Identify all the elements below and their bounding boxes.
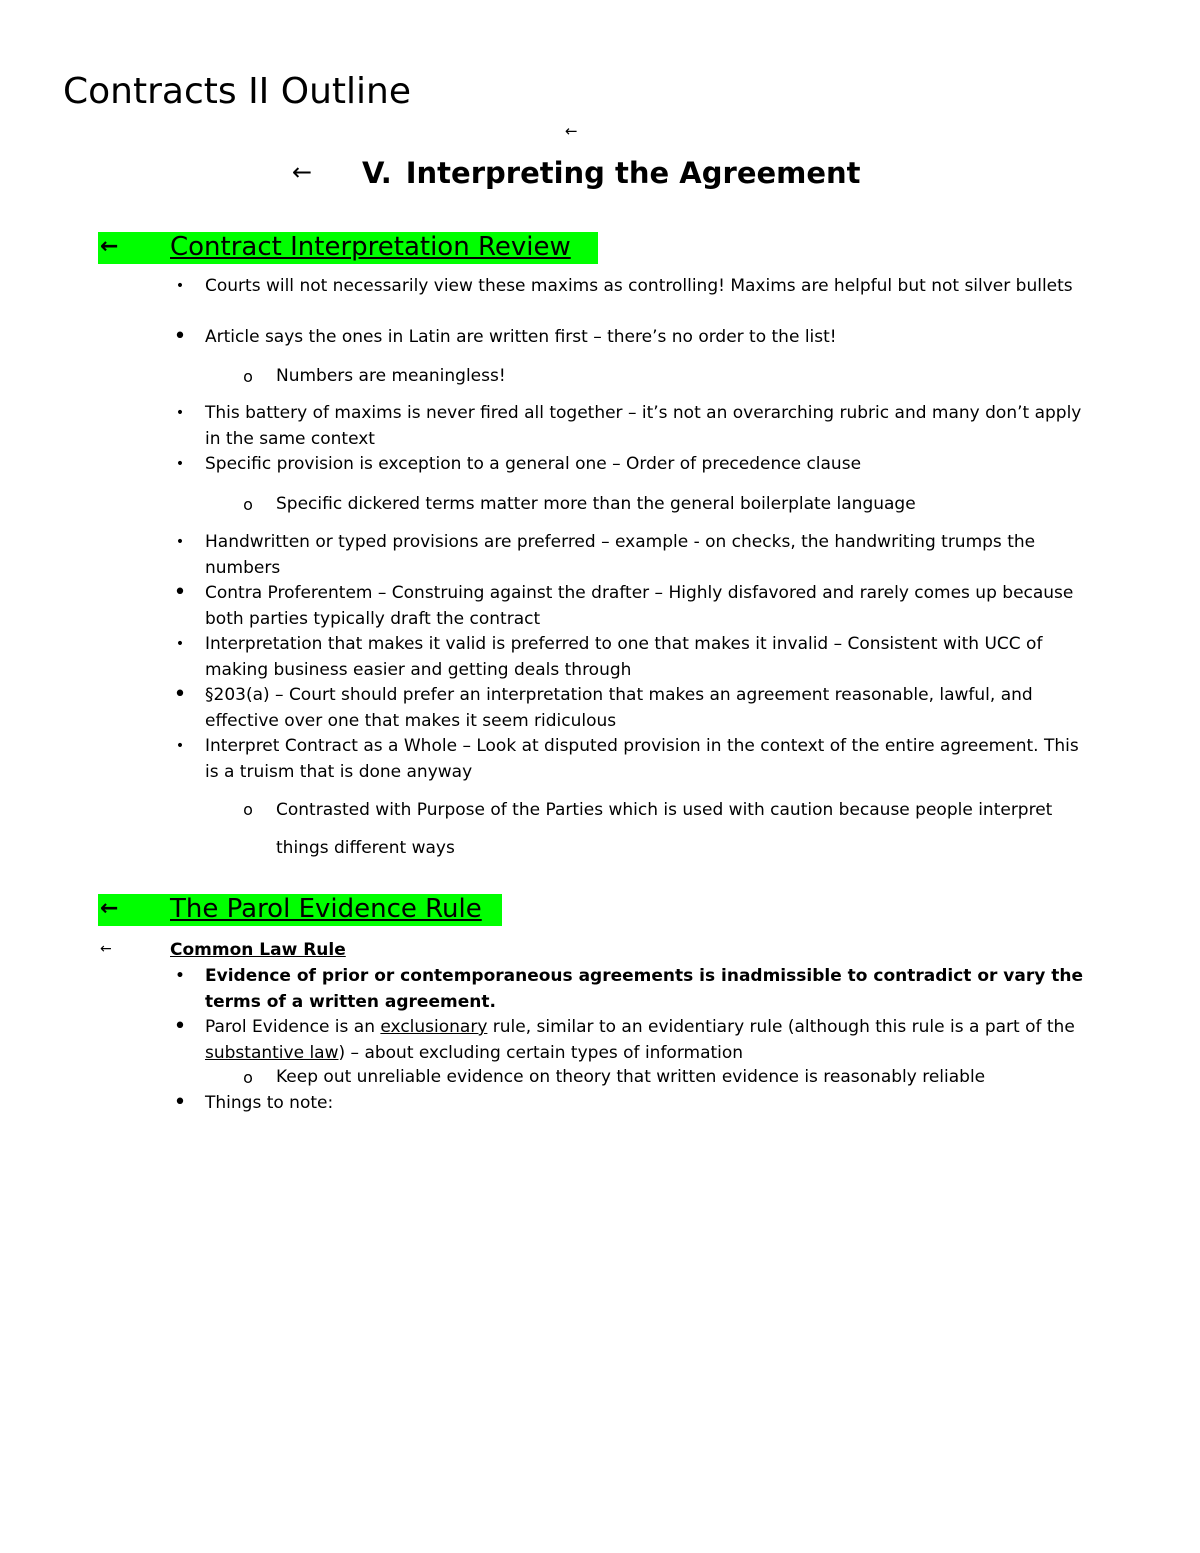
circle-bullet-icon: o bbox=[243, 367, 253, 386]
bullet-icon: • bbox=[173, 580, 187, 605]
circle-bullet-icon: o bbox=[243, 800, 253, 819]
circle-bullet-icon: o bbox=[243, 1068, 253, 1087]
list-item: • Article says the ones in Latin are written first – there’s no order to the list! bbox=[205, 325, 1095, 351]
list-item: • Interpretation that makes it valid is preferred to one that makes it invalid – Consistent with UCC of making business easier and getting deals through bbox=[205, 632, 1095, 683]
bullet-icon: • bbox=[175, 738, 185, 754]
circle-bullet-icon: o bbox=[243, 495, 253, 514]
bullet-icon: • bbox=[173, 1090, 187, 1115]
left-arrow-icon: ← bbox=[292, 158, 313, 186]
bullet-icon: • bbox=[173, 1014, 187, 1039]
section-heading bbox=[362, 156, 861, 191]
list-item: o Specific dickered terms matter more than the general boilerplate language bbox=[276, 492, 1106, 518]
list-item: • Evidence of prior or contemporaneous agreements is inadmissible to contradict or vary the terms of a written agreement. bbox=[205, 964, 1095, 1015]
document-title: Contracts II Outline bbox=[63, 71, 411, 112]
bullet-icon: • bbox=[175, 405, 185, 421]
bullet-icon: • bbox=[175, 534, 185, 550]
underlined-term: exclusionary bbox=[380, 1017, 488, 1037]
section-number: V. bbox=[362, 156, 392, 190]
left-arrow-icon: ← bbox=[100, 941, 112, 957]
list-item: • This battery of maxims is never fired all together – it’s not an overarching rubric and many don’t apply in the same context bbox=[205, 401, 1095, 452]
list-item: • Interpret Contract as a Whole – Look at disputed provision in the context of the entire agreement. This is a truism that is done anyway bbox=[205, 734, 1095, 785]
left-arrow-icon: ← bbox=[100, 234, 119, 259]
list-item: o Numbers are meaningless! bbox=[276, 364, 1106, 390]
list-item: • Things to note: bbox=[205, 1091, 1095, 1117]
list-item: • Courts will not necessarily view these maxims as controlling! Maxims are helpful but not silver bullets bbox=[205, 274, 1095, 300]
underlined-term: substantive law bbox=[205, 1042, 339, 1063]
list-item: • §203(a) – Court should prefer an interpretation that makes an agreement reasonable, lawful, and effective over one that makes it seem ridiculous bbox=[205, 683, 1095, 734]
bullet-icon: • bbox=[175, 456, 185, 472]
bullet-icon: • bbox=[175, 636, 185, 652]
left-arrow-icon: ← bbox=[100, 896, 119, 921]
list-item: • Contra Proferentem – Construing against the drafter – Highly disfavored and rarely comes up because both parties typically draft the contract bbox=[205, 581, 1095, 632]
bullet-icon: • bbox=[173, 682, 187, 707]
left-arrow-icon: ← bbox=[565, 122, 578, 140]
subsection-heading-parol: The Parol Evidence Rule bbox=[170, 894, 482, 924]
bullet-icon: • bbox=[173, 324, 187, 349]
list-item: o Keep out unreliable evidence on theory that written evidence is reasonably reliable bbox=[276, 1065, 1106, 1091]
list-item: • Handwritten or typed provisions are preferred – example - on checks, the handwriting trumps the numbers bbox=[205, 530, 1095, 581]
list-item: o Contrasted with Purpose of the Parties which is used with caution because people interpret things different ways bbox=[276, 791, 1106, 867]
common-law-rule-heading: Common Law Rule bbox=[170, 940, 346, 960]
section-title-text: Interpreting the Agreement bbox=[405, 156, 861, 190]
list-item: • Parol Evidence is an exclusionary rule, similar to an evidentiary rule (although this rule is a part of the substantive law) – about excluding certain types of information bbox=[205, 1015, 1095, 1066]
list-item: • Specific provision is exception to a general one – Order of precedence clause bbox=[205, 452, 1095, 478]
bullet-icon: • bbox=[175, 278, 185, 294]
bullet-icon: • bbox=[175, 968, 185, 984]
subsection-heading-review: Contract Interpretation Review bbox=[170, 232, 571, 262]
